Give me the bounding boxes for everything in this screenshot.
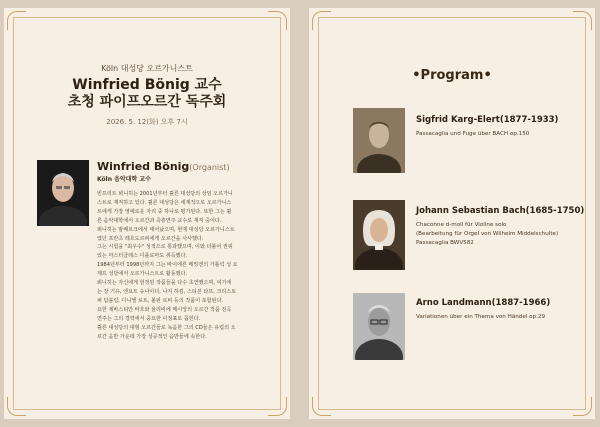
organist-photo — [37, 160, 89, 226]
organist-affiliation: Köln 음악대학 교수 — [97, 176, 151, 183]
corner-ornament — [268, 11, 287, 30]
bio-line: 르간 음반 가운데 가장 성공적인 음반들에 속한다. — [97, 333, 207, 340]
bio-line: 였던 프란츠 레흐도르퍼에게 오르간을 사사했다. — [97, 235, 204, 242]
bio-line: 있는 마스터클래스 디플로마도 취득했다. — [97, 253, 188, 260]
composer-photo-karg-elert — [353, 108, 405, 173]
bio-line: 빈프리트 뵈니히는 2001년부터 쾰른 대성당의 상임 오르가니 — [97, 191, 233, 197]
work-title: Passacaglia und Fuge über BACH op.150 — [416, 131, 530, 137]
bio-line: 는 장 기유, 엔요트 슈나이더, 나지 하킴, 스티븐 타프, 크리스토 — [97, 288, 237, 295]
organist-biography — [97, 190, 280, 341]
bio-line: 그는 시험을 "최우수" 성적으로 통과했으며, 이와 더불어 권위 — [97, 244, 233, 251]
concert-date: 2026. 5. 12(화) 오후 7시 — [106, 118, 188, 126]
bio-line: 쾰른 대성당의 대형 오르간들로 녹음한 그의 CD들은 유럽의 오 — [97, 324, 236, 331]
program-piece — [416, 206, 584, 248]
program-piece — [416, 115, 558, 139]
program-title: •Program• — [412, 68, 492, 83]
work-title: Variationen über ein Thema von Händel op.29 — [416, 314, 546, 320]
corner-ornament — [312, 397, 331, 416]
composer-photo-bach — [353, 200, 405, 270]
composer-photo-landmann — [353, 293, 405, 360]
organist-name — [97, 160, 230, 173]
organist-name-text: Winfried Bönig — [97, 160, 190, 173]
program-piece — [416, 298, 550, 322]
left-page — [4, 8, 290, 419]
concert-title-line1: Winfried Bönig 교수 — [72, 77, 222, 93]
composer-name: Sigfrid Karg-Elert(1877-1933) — [416, 115, 559, 125]
bio-line: 퍼 텀블링, 디니엘 로트, 볼핀 로비 등의 작품이 포함된다. — [97, 297, 224, 304]
concert-title-line2: 초청 파이프오르간 독주회 — [67, 94, 227, 110]
bio-line: 뵈니히는 밤베르크에서 태어났으며, 현재 대성당 오르가니스트 — [97, 226, 235, 233]
composer-name: Johann Sebastian Bach(1685-1750) — [416, 206, 585, 216]
concert-header — [4, 63, 290, 127]
bio-line: 스트로 재직하고 있다. 쾰른 대성당은 세계적으로 오르가니스 — [97, 199, 232, 206]
bio-line: 제프 성당에서 오르가니스트로 활동했다. — [97, 271, 188, 278]
work-title: (Bearbeitung für Orgel von Wilhelm Middelschulte) — [416, 231, 559, 237]
bio-line: 른 음악대학에서 오르간과 즉흥연주 교수로 재직 중이다. — [97, 217, 222, 224]
corner-ornament — [573, 397, 592, 416]
bio-line: 1984년부터 1998년까지 그는 바이에른 메밍겐의 가톨릭 성 요 — [97, 262, 238, 269]
concert-subtitle: Köln 대성당 오르가니스트 — [101, 64, 193, 73]
right-page — [309, 8, 595, 419]
composer-name: Arno Landmann(1887-1966) — [416, 298, 551, 308]
bio-line: 뵈니히는 자신에게 헌정된 작품들을 다수 초연했으며, 여기에 — [97, 280, 232, 287]
corner-ornament — [573, 11, 592, 30]
work-title: Passacaglia BWV582 — [416, 240, 474, 246]
bio-line: 요한 제바스티안 바흐와 율리비에 메시앙의 오르간 작품 전곡 — [97, 306, 232, 313]
bio-line: 트에게 가장 영예로운 자리 중 하나로 평가된다. 또한 그는 쾰 — [97, 208, 232, 215]
corner-ornament — [268, 397, 287, 416]
work-title: Chaconne d-moll für Violine solo — [416, 222, 507, 228]
corner-ornament — [7, 397, 26, 416]
bio-line: 연주는 그의 경력에서 중요한 이정표로 꼽힌다. — [97, 315, 201, 322]
organist-role: (Organist) — [189, 163, 230, 172]
corner-ornament — [312, 11, 331, 30]
corner-ornament — [7, 11, 26, 30]
